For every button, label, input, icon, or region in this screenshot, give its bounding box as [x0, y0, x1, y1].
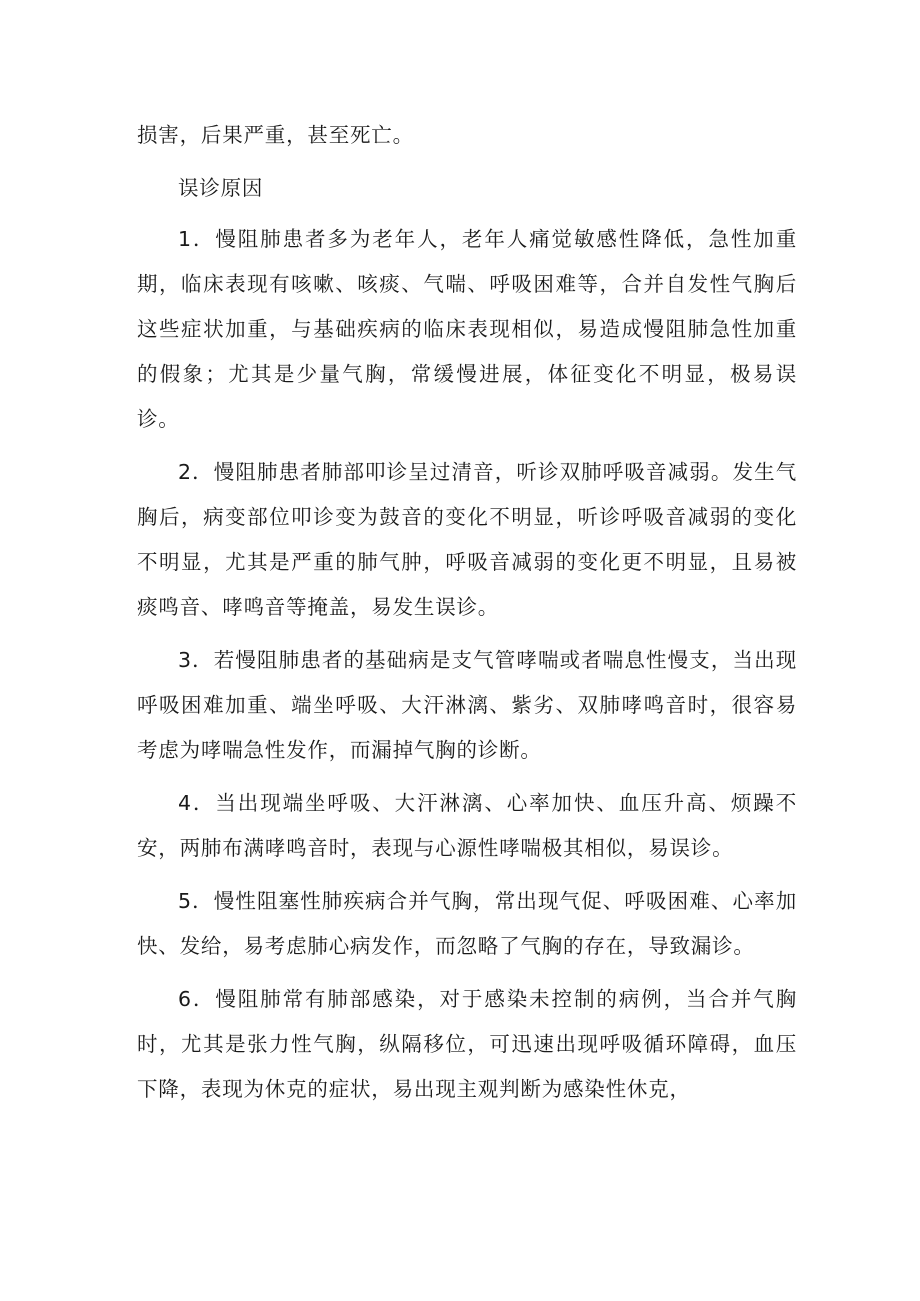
paragraph-5: 5．慢性阻塞性肺疾病合并气胸，常出现气促、呼吸困难、心率加快、发给，易考虑肺心病发作，而忽略了气胸的存在，导致漏诊。	[137, 889, 797, 958]
paragraph-6: 6．慢阻肺常有肺部感染，对于感染未控制的病例，当合并气胸时，尤其是张力性气胸，纵隔移位，可迅速出现呼吸循环障碍，血压下降，表现为休克的症状，易出现主观判断为感染性休克，	[137, 987, 797, 1101]
document-body	[137, 113, 797, 1120]
paragraph-1: 1．慢阻肺患者多为老年人，老年人痛觉敏感性降低，急性加重期，临床表现有咳嗽、咳痰、气喘、呼吸困难等，合并自发性气胸后这些症状加重，与基础疾病的临床表现相似，易造成慢阻肺急性加重的假象；尤其是少量气胸，常缓慢进展，体征变化不明显，极易误诊。	[137, 227, 797, 431]
paragraph-4: 4．当出现端坐呼吸、大汗淋漓、心率加快、血压升高、烦躁不安，两肺布满哮鸣音时，表现与心源性哮喘极其相似，易误诊。	[137, 791, 797, 860]
paragraph-2: 2．慢阻肺患者肺部叩诊呈过清音，听诊双肺呼吸音减弱。发生气胸后，病变部位叩诊变为鼓音的变化不明显，听诊呼吸音减弱的变化不明显，尤其是严重的肺气肿，呼吸音减弱的变化更不明显，且易被痰鸣音、哮鸣音等掩盖，易发生误诊。	[137, 460, 797, 619]
section-heading: 误诊原因	[178, 176, 264, 200]
paragraph-3: 3．若慢阻肺患者的基础病是支气管哮喘或者喘息性慢支，当出现呼吸困难加重、端坐呼吸、大汗淋漓、紫劣、双肺哮鸣音时，很容易考虑为哮喘急性发作，而漏掉气胸的诊断。	[137, 648, 797, 762]
continuation-text: 损害，后果严重，甚至死亡。	[137, 123, 414, 147]
